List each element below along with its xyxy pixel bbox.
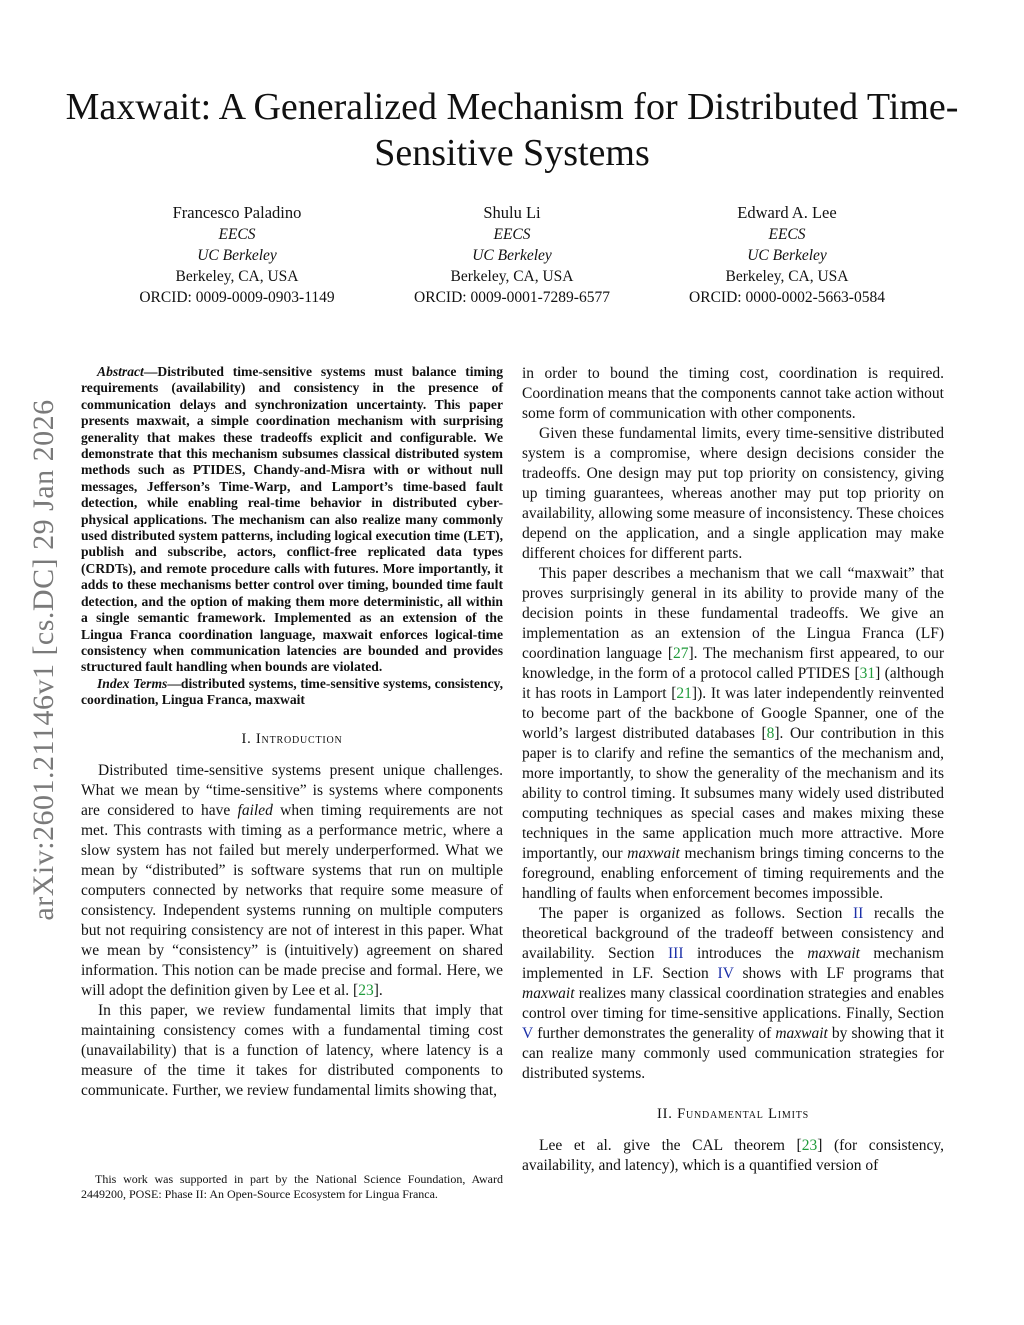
- section-link[interactable]: II: [852, 905, 864, 922]
- text-run: ] (although it has roots in Lamport [: [522, 665, 944, 702]
- author-dept: EECS: [493, 226, 531, 243]
- text-run: ]. The mechanism first appeared, to our knowledge, in the form of a protocol called PTIDES [: [522, 645, 945, 682]
- left-column: [81, 364, 503, 1101]
- author-orcid: ORCID: 0009-0009-0903-1149: [139, 289, 335, 306]
- text-run: realizes many classical coordination strategies and enables control over timing for time-sensitive applications. Finally, Section: [522, 985, 944, 1022]
- emphasis: failed: [237, 801, 273, 819]
- section-link[interactable]: V: [522, 1025, 534, 1042]
- text-run: recalls the theoretical background of the tradeoff between consistency and availability. Section: [522, 905, 944, 962]
- intro-paragraph-2: In this paper, we review fundamental limits that imply that maintaining consistency comes with a fundamental timing cost (unavailability) that is a function of latency, where latency is a measure of the time it takes for distributed components to communicate. Further, we review fundamental limits showing that,: [81, 1001, 503, 1099]
- citation-link[interactable]: 23: [801, 1137, 818, 1154]
- right-paragraph-3: [522, 904, 944, 1084]
- text-run: Distributed time-sensitive systems present unique challenges. What we mean by “time-sensitive” is systems where components are considered to have: [81, 761, 503, 819]
- text-run: by showing that it can realize many commonly used communication strategies for distributed systems.: [522, 1025, 944, 1082]
- text-run: introduces the: [683, 945, 808, 962]
- text-run: shows with LF programs that: [733, 965, 944, 982]
- text-run: ]. Our contribution in this paper is to clarify and refine the semantics of the mechanism and, more importantly, to show the generality of the mechanism and its ability to control timing. It subsumes many widely used distributed computing techniques as special cases and makes mixing these techniques in the same application much more attractive. More importantly, our: [522, 725, 944, 862]
- text-run: The paper is organized as follows. Section: [539, 905, 853, 922]
- author-dept: EECS: [218, 226, 256, 243]
- index-terms: [81, 676, 503, 709]
- section-link[interactable]: IV: [717, 965, 734, 982]
- right-paragraph-4: [522, 1136, 944, 1176]
- author-name: Shulu Li: [483, 203, 541, 222]
- paper-title: Maxwait: A Generalized Mechanism for Distributed Time-Sensitive Systems: [65, 86, 959, 174]
- text-run: Lee et al. give the CAL theorem [: [539, 1137, 802, 1154]
- author-location: Berkeley, CA, USA: [450, 268, 574, 285]
- author-3: [650, 202, 924, 308]
- citation-link[interactable]: 21: [676, 685, 692, 702]
- emphasis: maxwait: [522, 985, 575, 1002]
- author-2: [375, 202, 649, 308]
- right-paragraph-2: [522, 564, 944, 904]
- text-run: This paper describes a mechanism that we call “maxwait” that proves surprisingly general in its ability to provide many of the decision points in these fundamental tradeoffs. We give an implementation as an extension of the Lingua Franca (LF) coordination language [: [522, 565, 944, 662]
- citation-link[interactable]: 27: [672, 645, 689, 662]
- arxiv-identifier: arXiv:2601.21146v1 [cs.DC] 29 Jan 2026: [27, 399, 60, 921]
- author-location: Berkeley, CA, USA: [175, 268, 299, 285]
- author-location: Berkeley, CA, USA: [725, 268, 849, 285]
- abstract: [81, 364, 503, 676]
- emphasis: maxwait: [775, 1025, 828, 1042]
- author-orcid: ORCID: 0000-0002-5663-0584: [689, 289, 885, 306]
- text-run: further demonstrates the generality of: [533, 1025, 776, 1042]
- text-run: ]). It was later independently reinvented to become part of the backbone of Google Spanner, one of the world’s largest distributed databases [: [522, 685, 944, 742]
- right-column: [522, 364, 944, 1176]
- text-run: ].: [373, 981, 383, 999]
- text-run: mechanism implemented in LF. Section: [522, 945, 944, 982]
- index-terms-text: —distributed systems, time-sensitive systems, consistency, coordination, Lingua Franca, maxwait: [81, 675, 503, 708]
- author-orcid: ORCID: 0009-0001-7289-6577: [414, 289, 610, 306]
- right-paragraph-0: in order to bound the timing cost, coordination is required. Coordination means that the components cannot take action without some form of communication with other components.: [522, 365, 944, 422]
- author-block: [100, 202, 924, 308]
- emphasis: maxwait: [807, 945, 860, 962]
- footnote: [81, 1172, 503, 1202]
- section-heading-fundamental-limits: II. Fundamental Limits: [656, 1106, 810, 1122]
- section-heading-introduction: I. Introduction: [241, 730, 343, 747]
- abstract-label: Abstract: [97, 364, 144, 379]
- author-affiliation: UC Berkeley: [472, 247, 552, 264]
- text-run: ] (for consistency, availability, and latency), which is a quantified version of: [522, 1137, 944, 1174]
- right-paragraph-1: Given these fundamental limits, every time-sensitive distributed system is a compromise, where design decisions consider the tradeoffs. One design may put top priority on consistency, giving up timing guarantees, whereas another may put top priority on availability, allowing some measure of inconsistency. These choices depend on the application, and a single application may make different choices for different parts.: [522, 425, 944, 562]
- author-affiliation: UC Berkeley: [747, 247, 827, 264]
- author-affiliation: UC Berkeley: [197, 247, 277, 264]
- citation-link[interactable]: 8: [766, 725, 775, 742]
- citation-link[interactable]: 31: [859, 665, 876, 682]
- abstract-text: —Distributed time-sensitive systems must balance timing requirements (availability) and consistency in the presence of communication delays and synchronization uncertainty. This paper presents maxwait, a simple coordination mechanism with surprising generality that makes these tradeoffs explicit and configurable. We demonstrate that this mechanism subsumes classical distributed system methods such as PTIDES, Chandy-and-Misra with or without null messages, Jefferson’s Time-Warp, and Lamport’s time-based fault detection, while enabling real-time behavior in distributed cyber-physical applications. The mechanism can also realize many commonly used distributed system patterns, including logical execution time (LET), publish and subscribe, actors, conflict-free replicated data types (CRDTs), and remote procedure calls with futures. More importantly, it adds to these mechanisms better control over timing, bounded time fault detection, and the option of making them more deterministic, all within a single semantic framework. Implemented as an extension of the Lingua Franca coordination language, maxwait enforces logical-time consistency when communication latencies are bounded and provides structured fault handling when bounds are violated.: [81, 364, 503, 675]
- author-1: [100, 202, 374, 308]
- index-terms-label: Index Terms: [97, 675, 168, 691]
- intro-paragraph-1: [81, 761, 503, 1001]
- author-name: Edward A. Lee: [737, 203, 837, 222]
- section-link[interactable]: III: [668, 945, 684, 962]
- author-dept: EECS: [768, 226, 806, 243]
- text-run: mechanism brings timing concerns to the foreground, enabling enforcement of timing requirements and the handling of faults when enforcement becomes impossible.: [522, 845, 945, 902]
- emphasis: maxwait: [627, 845, 680, 862]
- author-name: Francesco Paladino: [172, 203, 302, 222]
- citation-link[interactable]: 23: [358, 981, 374, 999]
- text-run: when timing requirements are not met. This contrasts with timing as a performance metric, where a slow system has not failed but merely underperformed. What we mean by “distributed” is software systems that run on multiple computers connected by networks that require some measure of consistency. Independent systems running on multiple computers but not requiring consistency are not of interest in this paper. What we mean by “consistency” is (intuitively) agreement on shared information. This notion can be made precise and formal. Here, we will adopt the definition given by Lee et al. [: [81, 801, 503, 999]
- footnote-text: This work was supported in part by the National Science Foundation, Award 2449200, POSE: Phase II: An Open-Source Ecosystem for Lingua Franca.: [81, 1172, 503, 1201]
